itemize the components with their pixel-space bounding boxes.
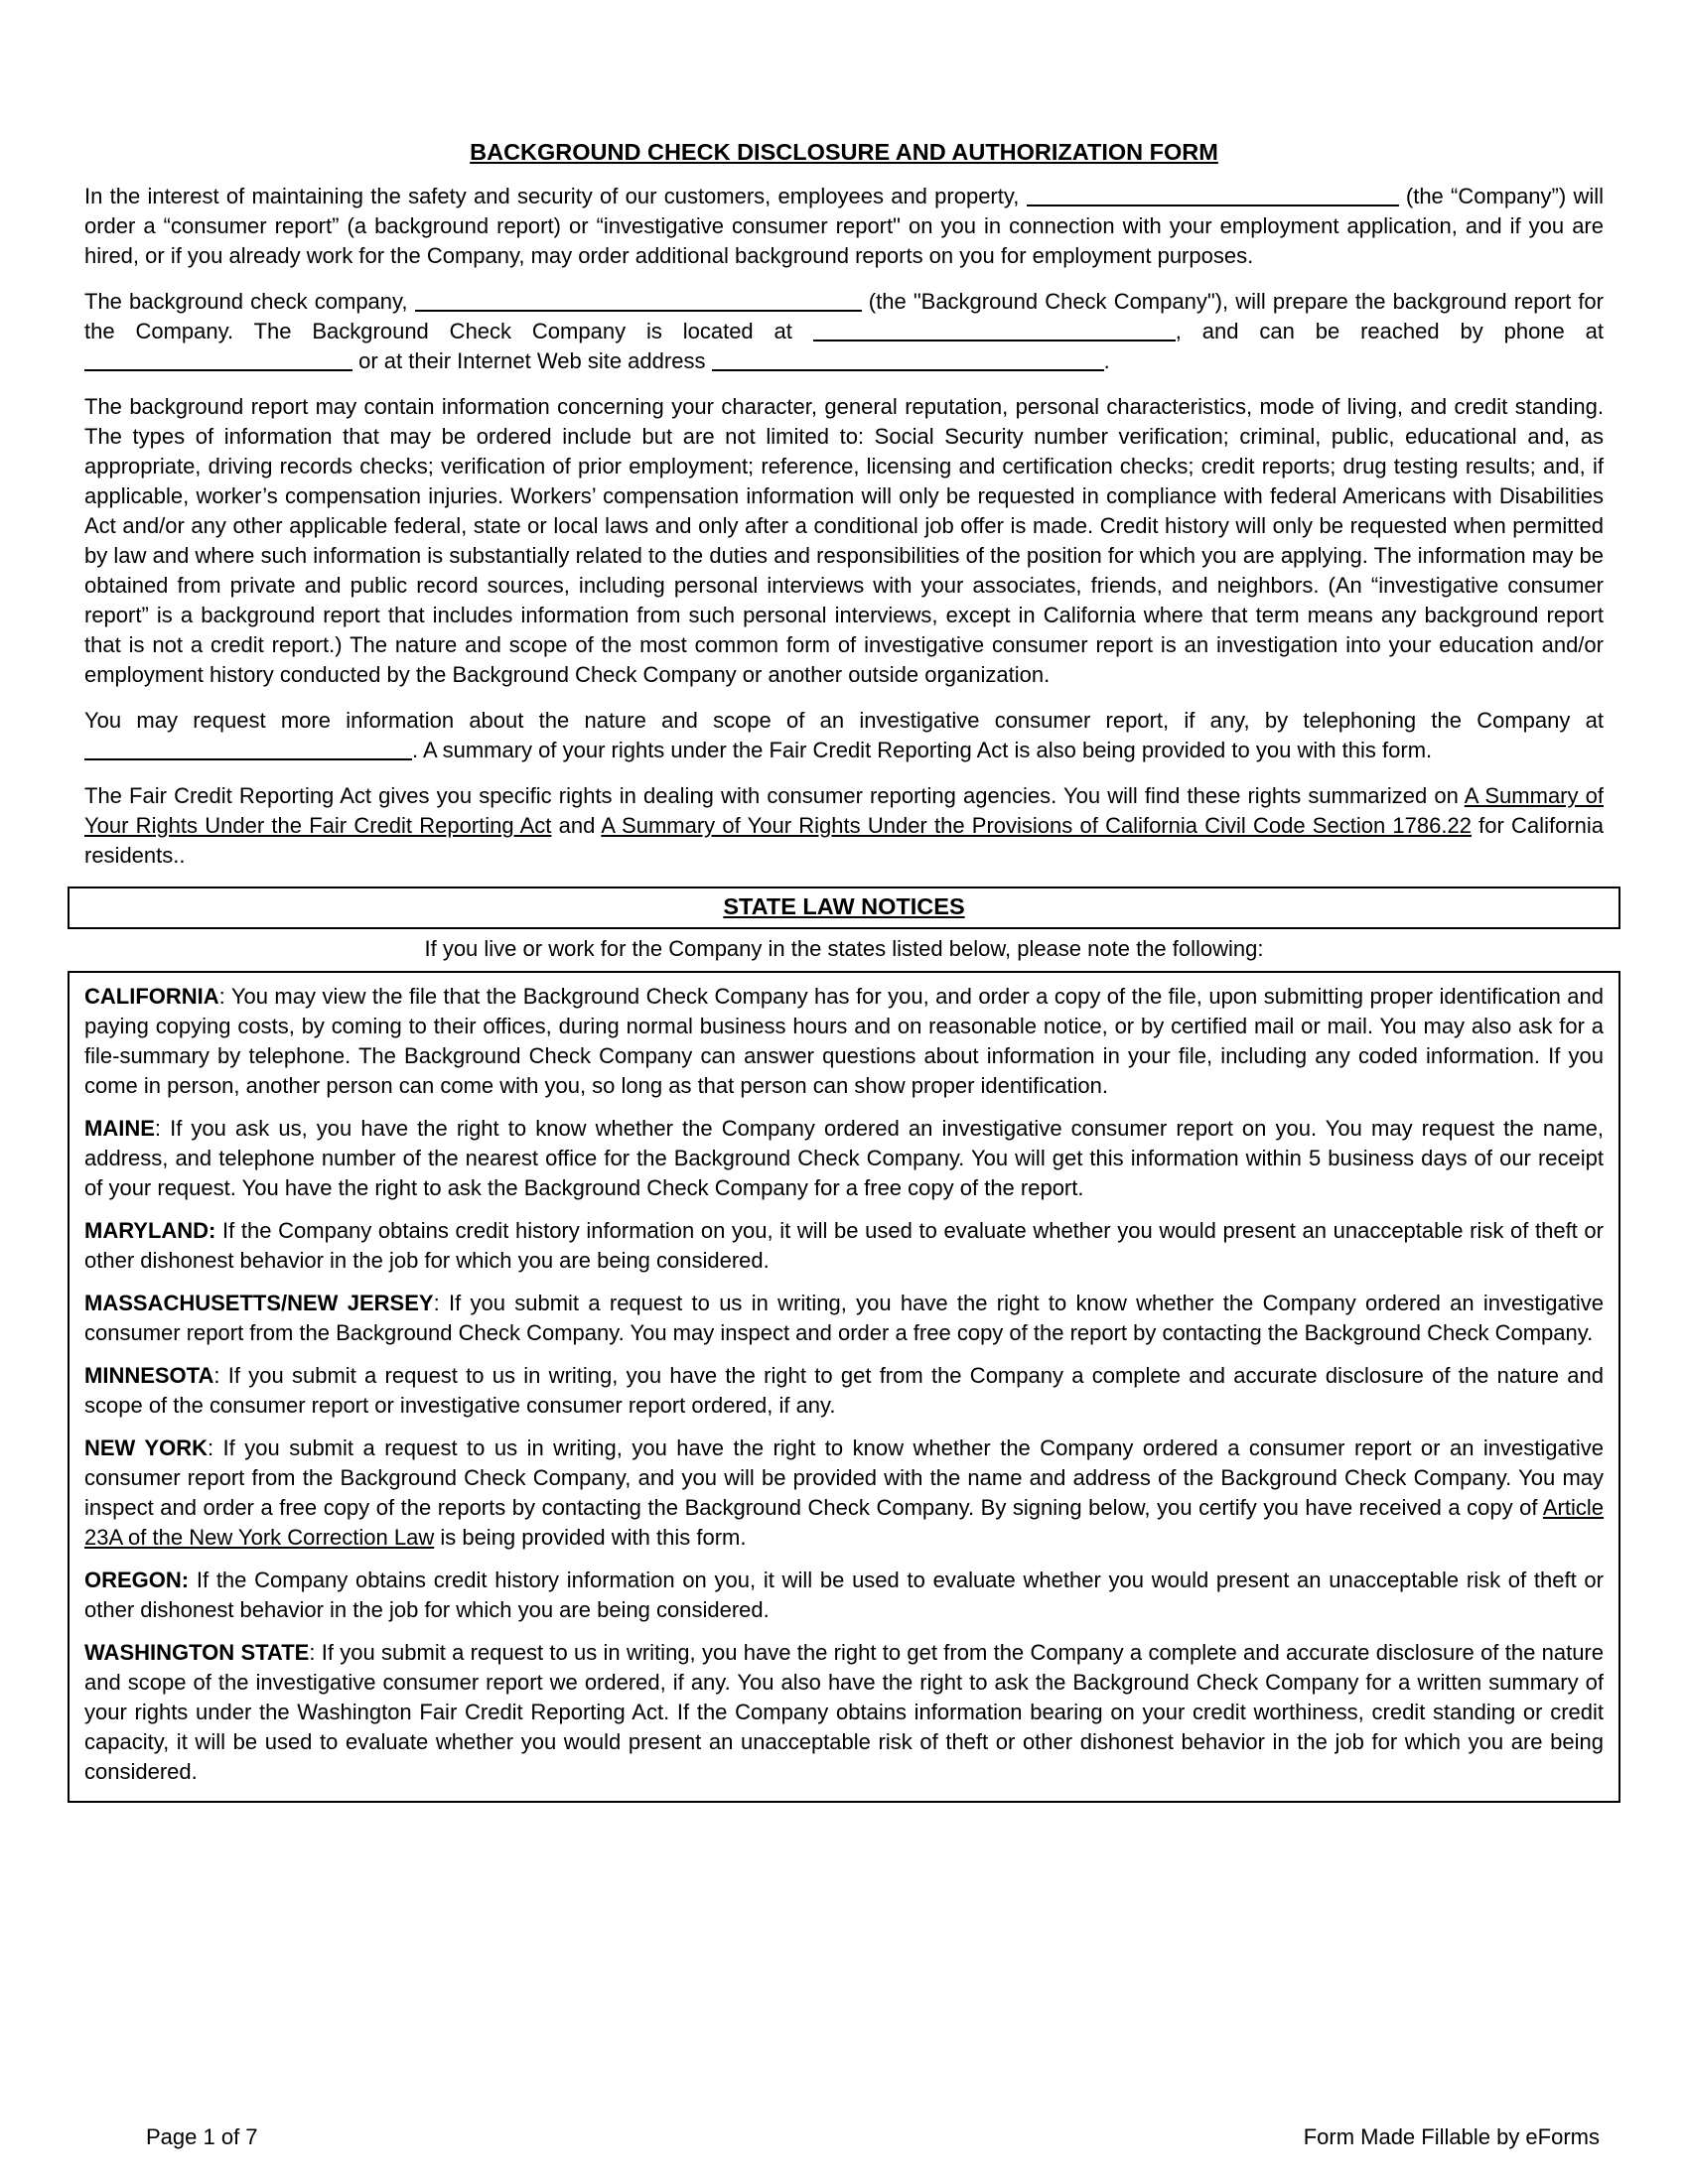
intro-paragraph-2: The background check company, (the "Background Check Company"), will prepare the background report for the Company. The Background Check Company is located at , and can be reached by phone at or at their Internet Web site address .: [84, 289, 1605, 373]
state-notices-list: [84, 982, 1604, 1787]
page-title: BACKGROUND CHECK DISCLOSURE AND AUTHORIZATION FORM: [470, 139, 1218, 165]
state-notice-massachusetts-new-jersey: MASSACHUSETTS/NEW JERSEY: If you submit a request to us in writing, you have the right to know whether the Company ordered an investigative consumer report from the Background Check Company. You may inspect and order a free copy of the report by contacting the Background Check Company.: [84, 1291, 1604, 1345]
blank-fill-field[interactable]: [84, 349, 352, 371]
state-name-label: WASHINGTON STATE: [84, 1640, 310, 1665]
intro-paragraph-5: The Fair Credit Reporting Act gives you specific rights in dealing with consumer reporting agencies. You will find these rights summarized on A Summary of Your Rights Under the Fair Credit Reporting Act and A Summary of Your Rights Under the Provisions of California Civil Code Section 1786.22 for California residents..: [84, 783, 1604, 868]
page-footer: [0, 2122, 1688, 2152]
referenced-document-title: A Summary of Your Rights Under the Fair Credit Reporting Act: [84, 783, 1604, 838]
state-name-label: MAINE: [84, 1116, 155, 1141]
state-notice-maine: MAINE: If you ask us, you have the right to know whether the Company ordered an investigative consumer report on you. You may request the name, address, and telephone number of the nearest office for the Background Check Company. You will get this information within 5 business days of our receipt of your request. You have the right to ask the Background Check Company for a free copy of the report.: [84, 1116, 1604, 1200]
state-notice-california: CALIFORNIA: You may view the file that the Background Check Company has for you, and order a copy of the file, upon submitting proper identification and paying copying costs, by coming to their offices, during normal business hours and on reasonable notice, or by certified mail or mail. You may also ask for a file-summary by telephone. The Background Check Company can answer questions about information in your file, including any coded information. If you come in person, another person can come with you, so long as that person can show proper identification.: [84, 984, 1604, 1098]
blank-fill-field[interactable]: [1027, 185, 1399, 206]
intro-paragraph-4: You may request more information about the nature and scope of an investigative consumer report, if any, by telephoning the Company at . A summary of your rights under the Fair Credit Reporting Act is also being provided to you with this form.: [84, 708, 1604, 762]
referenced-document-title: Article 23A of the New York Correction Law: [84, 1495, 1604, 1550]
state-notice-maryland: MARYLAND: If the Company obtains credit history information on you, it will be used to evaluate whether you would present an unacceptable risk of theft or other dishonest behavior in the job for which you are being considered.: [84, 1218, 1604, 1273]
state-law-notices-header-box: [68, 887, 1620, 929]
blank-fill-field[interactable]: [415, 290, 862, 312]
blank-fill-field[interactable]: [813, 320, 1176, 341]
intro-paragraph-3: The background report may contain information concerning your character, general reputation, personal characteristics, mode of living, and credit standing. The types of information that may be ordered include but are not limited to: Social Security number verification; criminal, public, educational and, as appropriate, driving records checks; verification of prior employment; reference, licensing and certification checks; credit reports; drug testing results; and, if applicable, worker’s compensation injuries. Workers’ compensation information will only be requested in compliance with federal Americans with Disabilities Act and/or any other applicable federal, state or local laws and only after a conditional job offer is made. Credit history will only be requested when permitted by law and where such information is substantially related to the duties and responsibilities of the position for which you are applying. The information may be obtained from private and public record sources, including personal interviews with your associates, friends, and neighbors. (An “investigative consumer report” is a background report that includes information from such personal interviews, except in California where that term means any background report that is not a credit report.) The nature and scope of the most common form of investigative consumer report is an investigation into your education and/or employment history conducted by the Background Check Company or another outside organization.: [84, 394, 1604, 687]
blank-fill-field[interactable]: [712, 349, 1104, 371]
page-number: Page 1 of 7: [146, 2124, 258, 2149]
referenced-document-title: A Summary of Your Rights Under the Provisions of California Civil Code Section 1786.22: [601, 813, 1472, 838]
state-notice-minnesota: MINNESOTA: If you submit a request to us in writing, you have the right to get from the Company a complete and accurate disclosure of the nature and scope of the consumer report or investigative consumer report ordered, if any.: [84, 1363, 1604, 1418]
state-notices-box: [68, 971, 1620, 1803]
state-name-label: NEW YORK: [84, 1435, 208, 1460]
state-name-label: MASSACHUSETTS/NEW JERSEY: [84, 1291, 434, 1315]
state-law-notices-title: STATE LAW NOTICES: [723, 893, 965, 919]
intro-paragraph-1: In the interest of maintaining the safety and security of our customers, employees and property, (the “Company”) will order a “consumer report” (a background report) or “investigative consumer report" on you in connection with your employment application, and if you are hired, or if you already work for the Company, may order additional background reports on you for employment purposes.: [84, 184, 1604, 268]
eforms-credit: Form Made Fillable by eForms: [1303, 2124, 1600, 2149]
state-notice-new-york: NEW YORK: If you submit a request to us in writing, you have the right to know whether the Company ordered a consumer report or an investigative consumer report from the Background Check Company, and you will be provided with the name and address of the Background Check Company. You may inspect and order a free copy of the reports by contacting the Background Check Company. By signing below, you certify you have received a copy of Article 23A of the New York Correction Law is being provided with this form.: [84, 1435, 1604, 1550]
state-law-notices-subtitle: If you live or work for the Company in the states listed below, please note the following:: [424, 936, 1264, 961]
state-notice-washington-state: WASHINGTON STATE: If you submit a request to us in writing, you have the right to get from the Company a complete and accurate disclosure of the nature and scope of the investigative consumer report we ordered, if any. You also have the right to ask the Background Check Company for a written summary of your rights under the Washington Fair Credit Reporting Act. If the Company obtains information bearing on your credit worthiness, credit standing or credit capacity, it will be used to evaluate whether you would present an unacceptable risk of theft or other dishonest behavior in the job for which you are being considered.: [84, 1640, 1604, 1784]
state-name-label: CALIFORNIA: [84, 984, 219, 1009]
state-name-label: MINNESOTA: [84, 1363, 214, 1388]
blank-fill-field[interactable]: [84, 739, 412, 760]
state-name-label: OREGON:: [84, 1568, 190, 1592]
state-notice-oregon: OREGON: If the Company obtains credit history information on you, it will be used to evaluate whether you would present an unacceptable risk of theft or other dishonest behavior in the job for which you are being considered.: [84, 1568, 1604, 1622]
state-name-label: MARYLAND:: [84, 1218, 216, 1243]
